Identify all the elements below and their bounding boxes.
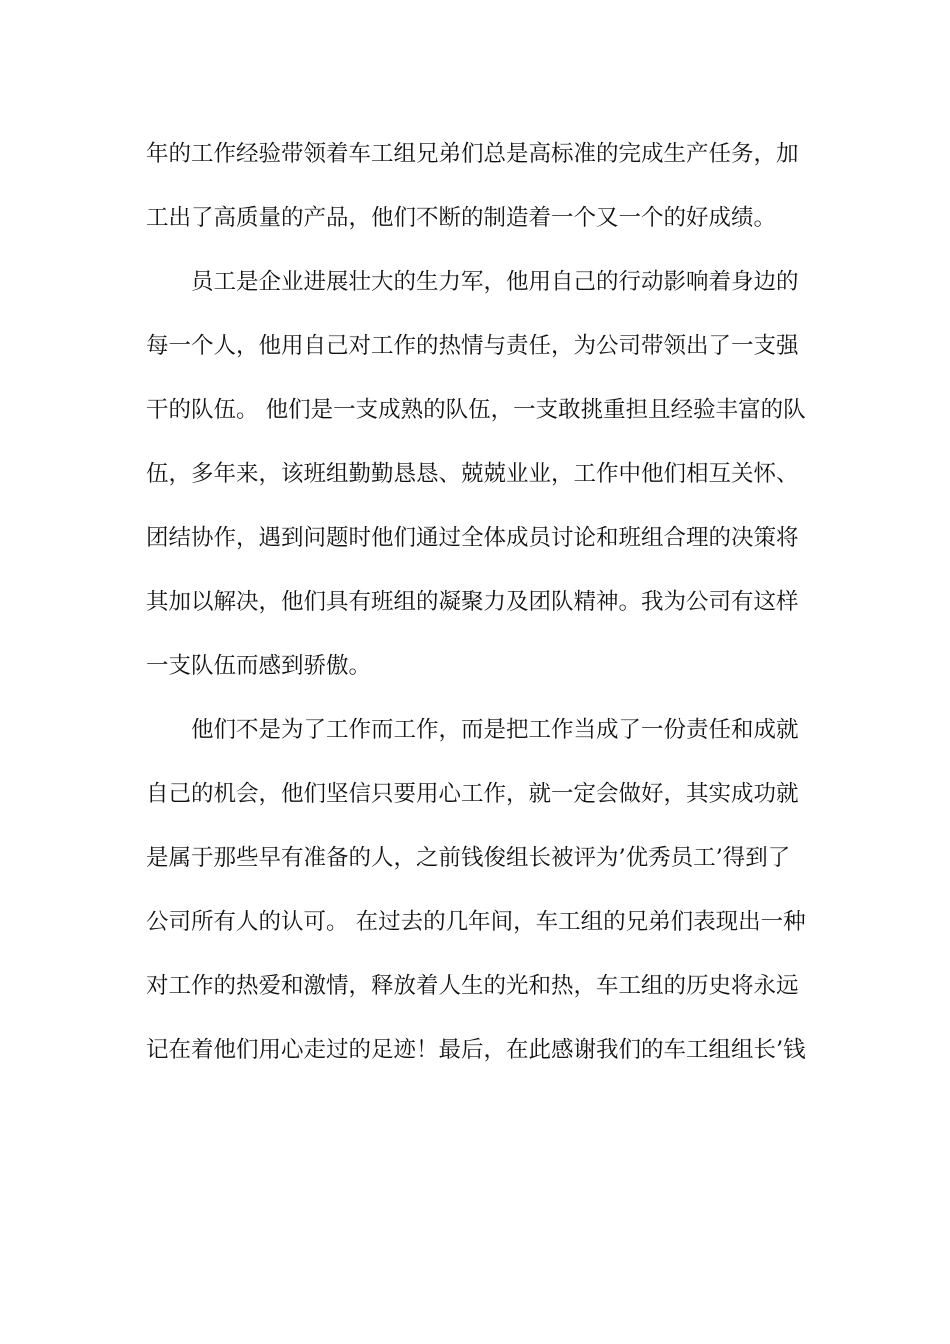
text-line-5: 干的队伍。 他们是一支成熟的队伍，一支敢挑重担且经验丰富的队 [146,397,806,423]
text-line-7: 团结协作，遇到问题时他们通过全体成员讨论和班组合理的决策将 [146,525,799,551]
text-line-6: 伍，多年来，该班组勤勤恳恳、兢兢业业，工作中他们相互关怀、 [146,461,799,487]
text-line-1: 年的工作经验带领着车工组兄弟们总是高标准的完成生产任务，加 [146,141,799,167]
text-line-11: 自己的机会，他们坚信只要用心工作，就一定会做好，其实成功就 [146,781,799,807]
text-line-10: 他们不是为了工作而工作，而是把工作当成了一份责任和成就 [146,717,799,743]
text-line-8: 其加以解决，他们具有班组的凝聚力及团队精神。我为公司有这样 [146,589,799,615]
text-line-4: 每一个人，他用自己对工作的热情与责任，为公司带领出了一支强 [146,333,799,359]
text-line-3: 员工是企业进展壮大的生力军，他用自己的行动影响着身边的 [146,269,799,295]
text-line-14: 对工作的热爱和激情，释放着人生的光和热，车工组的历史将永远 [146,973,799,999]
body-text [146,132,806,1092]
text-line-15: 记在着他们用心走过的足迹！最后，在此感谢我们的车工组组长’钱 [146,1037,806,1063]
text-line-2: 工出了高质量的产品，他们不断的制造着一个又一个的好成绩。 [146,205,777,231]
text-line-9: 一支队伍而感到骄傲。 [146,653,372,679]
text-line-12: 是属于那些早有准备的人，之前钱俊组长被评为’优秀员工’得到了 [146,845,791,871]
text-line-13: 公司所有人的认可。 在过去的几年间，车工组的兄弟们表现出一种 [146,909,806,935]
